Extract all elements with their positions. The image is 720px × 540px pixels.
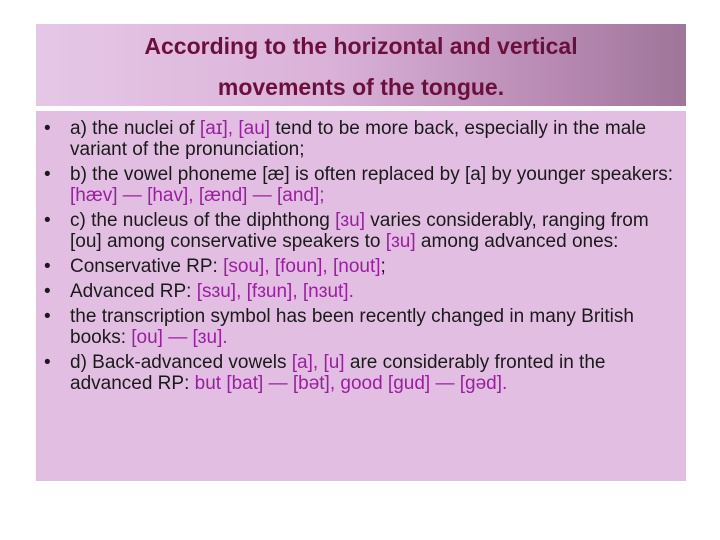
bullet-item: [44, 164, 678, 206]
bullet-text: among advanced ones:: [415, 231, 619, 252]
bullet-text: tend to be more back, especially in the male variant of the pronunciation;: [70, 118, 647, 160]
bullet-text: d) Back-advanced vowels: [70, 352, 292, 373]
transcription-text: [ou] — [ɜu].: [131, 327, 228, 348]
bullet-item: [44, 352, 678, 394]
bullet-text: the transcription symbol has been recently changed in many British books:: [70, 306, 634, 348]
bullet-text: a) the nuclei of: [70, 118, 200, 139]
bullet-list: [44, 118, 678, 394]
transcription-text: [ɜu]: [335, 210, 365, 231]
transcription-text: [hæv] — [hav], [ænd] — [and];: [70, 185, 325, 206]
bullet-text: Conservative RP:: [70, 256, 224, 277]
bullet-text: are considerably fronted in the advanced RP:: [70, 352, 606, 394]
bullet-dot-icon: •: [44, 118, 51, 139]
bullet-text: varies considerably, ranging from [ou] among conservative speakers to: [70, 210, 649, 252]
transcription-text: [aɪ], [au]: [199, 118, 271, 139]
transcription-text: but [bat] — [bət], good [gud] — [gəd].: [194, 373, 508, 394]
transcription-text: [sou], [foun], [nout]: [223, 256, 381, 277]
bullet-item: [44, 281, 678, 302]
bullet-item: [44, 118, 678, 160]
bullet-item: [44, 256, 678, 277]
bullet-dot-icon: •: [44, 306, 51, 327]
bullet-dot-icon: •: [44, 210, 51, 231]
bullet-dot-icon: •: [44, 256, 51, 277]
bullet-text: ;: [380, 256, 386, 277]
content-panel: [36, 111, 686, 481]
bullet-text: c) the nucleus of the diphthong: [70, 210, 336, 231]
bullet-item: [44, 306, 678, 348]
bullet-dot-icon: •: [44, 164, 51, 185]
bullet-item: [44, 210, 678, 252]
title-banner: [36, 24, 686, 106]
bullet-dot-icon: •: [44, 352, 51, 373]
transcription-text: [ɜu]: [385, 231, 416, 252]
bullet-text: Advanced RP:: [70, 281, 197, 302]
title-line-1: According to the horizontal and vertical: [144, 33, 578, 59]
bullet-text: b) the vowel phoneme [æ] is often replaced by [a] by younger speakers:: [70, 164, 674, 185]
bullet-dot-icon: •: [44, 281, 51, 302]
transcription-text: [a], [u]: [291, 352, 345, 373]
transcription-text: [sɜu], [fɜun], [nɜut].: [196, 281, 354, 302]
title-line-2: movements of the tongue.: [217, 74, 505, 100]
